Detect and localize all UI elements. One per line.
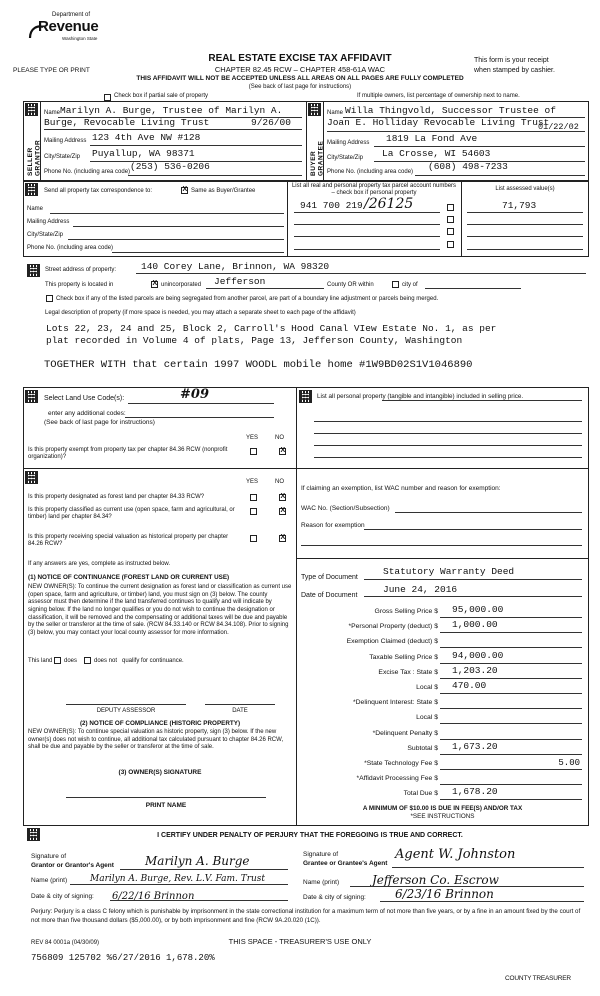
correspondence-name-label: Name (27, 206, 44, 212)
dept-line1: Department of (52, 12, 91, 18)
county-treasurer-label: COUNTY TREASURER (505, 975, 571, 982)
seller-name-line2[interactable]: Burge, Revocable Living Trust (44, 117, 210, 128)
sale-line-label: Local $ (416, 714, 438, 722)
sale-line-label: *Affidavit Processing Fee $ (356, 775, 438, 783)
segregated-checkbox[interactable] (46, 295, 53, 302)
street-label: Street address of property: (45, 267, 117, 273)
does-not-label: does not (94, 658, 118, 664)
exempt-question: Is this property exempt from property tax per chapter 84.36 RCW (nonprofit organization)? (28, 447, 228, 460)
multiple-owners-note: If multiple owners, list percentage of ownership next to name. (357, 93, 520, 99)
form-chapter: CHAPTER 82.45 RCW – CHAPTER 458-61A WAC (214, 65, 386, 74)
seller-city[interactable]: Puyallup, WA 98371 (92, 148, 195, 159)
seller-barcode-icon (25, 103, 38, 116)
seller-phone[interactable]: (253) 536-0206 (130, 161, 210, 172)
forest-no-checkbox[interactable] (279, 494, 286, 501)
partial-sale-label: Check box if partial sale of property (114, 93, 209, 99)
current-use-question: Is this property classified as current use (open space, farm and agricultural, or timber) land per chapter 84.34? (28, 507, 235, 520)
sale-line-value[interactable]: 95,000.00 (452, 604, 504, 615)
doc-type-label: Type of Document (301, 574, 358, 581)
certify-barcode-icon (27, 828, 40, 841)
grantee-date[interactable]: 6/23/16 Brinnon (395, 887, 494, 901)
seller-address-label: Mailing Address (44, 138, 87, 144)
seller-side-label: SELLER GRANTOR (27, 139, 42, 176)
within-city-checkbox[interactable] (392, 281, 399, 288)
sale-line-value[interactable]: 470.00 (452, 680, 487, 691)
grantee-name-label: Name (print) (303, 879, 340, 886)
not-accepted-notice: THIS AFFIDAVIT WILL NOT BE ACCEPTED UNLESS ALL AREAS ON ALL PAGES ARE FULLY COMPLETED (136, 75, 464, 82)
sale-line-label: Exemption Claimed (deduct) $ (346, 638, 438, 646)
forest-question: Is this property designated as forest land per chapter 84.33 RCW? (28, 494, 205, 500)
personal-property-label: List all personal property (tangible and intangible) included in selling price. (317, 393, 524, 400)
grantee-name[interactable]: Jefferson Co. Escrow (372, 873, 499, 887)
correspondence-address-label: Mailing Address (27, 219, 70, 225)
sale-line-label: *Delinquent Interest: State $ (352, 699, 438, 707)
same-as-buyer-label: Same as Buyer/Grantee (191, 188, 256, 194)
reason-label: Reason for exemption (301, 522, 365, 529)
grantee-date-label: Date & city of signing: (303, 894, 366, 901)
sale-line-value[interactable]: 1,203.20 (452, 664, 498, 676)
buyer-side-label: BUYER GRANTEE (310, 140, 325, 176)
buyer-phone[interactable]: (608) 498-7233 (428, 161, 508, 172)
sale-line-value[interactable]: 1,000.00 (452, 619, 498, 631)
rev-number: REV 84 0001a (04/30/09) (31, 940, 100, 946)
segregated-label: Check box if any of the listed parcels are being segregated from another parcel, are part of a boundary line adjustment or parcels being merged. (56, 296, 439, 302)
buyer-address[interactable]: 1819 La Fond Ave (386, 133, 478, 144)
grantor-name[interactable]: Marilyn A. Burge, Rev. L.V. Fam. Trust (90, 874, 266, 884)
located-label: This property is located in (45, 282, 114, 288)
personal-property-barcode-icon (299, 390, 312, 403)
sale-line-label: Subtotal $ (407, 744, 438, 752)
doc-date-label: Date of Document (301, 592, 358, 599)
grantee-sig-label-2: Grantee or Grantee's Agent (303, 860, 388, 867)
please-type: PLEASE TYPE OR PRINT (13, 67, 90, 74)
buyer-name-line1[interactable]: Willa Thingvold, Successor Trustee of (345, 105, 556, 116)
exempt-no-checkbox[interactable] (279, 448, 286, 455)
land-use-see-back: (See back of last page for instructions) (44, 419, 155, 426)
grantor-signature[interactable]: Marilyn A. Burge (145, 854, 250, 868)
compliance-title: (2) NOTICE OF COMPLIANCE (HISTORIC PROPERTY) (79, 720, 241, 727)
partial-sale-checkbox[interactable] (104, 94, 111, 101)
buyer-barcode-icon (308, 103, 321, 116)
city-of-label: city of (402, 282, 418, 288)
continuance-title: (1) NOTICE OF CONTINUANCE (FOREST LAND OR CURRENT USE) (28, 574, 230, 581)
yes-header-1: YES (246, 435, 259, 441)
historic-yes-checkbox[interactable] (250, 535, 257, 542)
wac-label: WAC No. (Section/Subsection) (301, 505, 390, 512)
sale-line-value[interactable]: 1,673.20 (452, 740, 498, 752)
no-header-2: NO (275, 479, 284, 485)
parcel-number[interactable]: 941 700 219 (300, 200, 363, 211)
grantor-sig-label-2: Grantor or Grantor's Agent (31, 862, 114, 869)
forest-barcode-icon (25, 471, 38, 484)
sale-line-value[interactable]: 94,000.00 (452, 649, 504, 661)
correspondence-city-label: City/State/Zip (27, 232, 64, 238)
correspondence-barcode-icon (25, 183, 38, 196)
receipt-note-1: This form is your receipt (474, 57, 549, 64)
buyer-address-label: Mailing Address (327, 140, 370, 146)
dept-logo-word: Revenue (38, 18, 99, 35)
parcel-2-personal-checkbox[interactable] (447, 216, 454, 223)
perjury-statement: Perjury: Perjury is a class C felony which is punishable by imprisonment in the state correctional institution for a maximum term of not more than five years, or by a fine in an amount fixed by the court of not more than five thousand dollars ($5,000.00), or by both imprisonment and fine (RCW 9A.20.020 (1C)). (31, 908, 581, 924)
sale-line-value[interactable]: 5.00 (558, 758, 580, 768)
sale-line-label: Local $ (416, 684, 438, 691)
same-as-buyer-checkbox[interactable] (181, 187, 188, 194)
seller-name-label: Name (44, 110, 61, 116)
correspondence-phone-label: Phone No. (including area code) (27, 245, 114, 251)
property-barcode-icon (27, 264, 40, 277)
grantor-date[interactable]: 6/22/16 Brinnon (112, 891, 195, 902)
certify-statement: I CERTIFY UNDER PENALTY OF PERJURY THAT THE FOREGOING IS TRUE AND CORRECT. (157, 832, 463, 839)
seller-name-line1[interactable]: Marilyn A. Burge, Trustee of Marilyn A. (60, 105, 283, 116)
yes-header-2: YES (246, 479, 259, 485)
print-name-label: PRINT NAME (145, 802, 187, 809)
seller-phone-label: Phone No. (including area code) (44, 169, 131, 175)
parcel-3-personal-checkbox[interactable] (447, 228, 454, 235)
buyer-city[interactable]: La Crosse, WI 54603 (382, 148, 491, 159)
land-use-barcode-icon (25, 390, 38, 403)
land-use-label: Select Land Use Code(s): (44, 395, 125, 402)
department-logo (28, 12, 98, 52)
additional-codes-label: enter any additional codes: (48, 410, 126, 417)
historic-question: Is this property receiving special valuation as historical property per chapter 84.26 RCW? (28, 534, 229, 547)
unincorporated-label: unincorporated (161, 282, 202, 288)
form-title: REAL ESTATE EXCISE TAX AFFIDAVIT (208, 53, 392, 64)
seller-name-date: 9/26/00 (251, 117, 291, 128)
parcel-handwritten: /26125 (364, 196, 414, 212)
treasurer-use-label: THIS SPACE - TREASURER'S USE ONLY (228, 937, 372, 946)
buyer-name-date: 01/22/02 (538, 122, 579, 132)
doc-type[interactable]: Statutory Warranty Deed (383, 566, 515, 577)
does-label: does (64, 658, 78, 664)
together-with[interactable]: TOGETHER WITH that certain 1997 WOODL mobile home #1W9BD02S1V1046890 (44, 359, 473, 371)
receipt-note-2: when stamped by cashier. (474, 67, 555, 74)
grantee-signature[interactable]: Agent W. Johnston (395, 847, 516, 862)
buyer-name-line2[interactable]: Joan E. Holliday Revocable Living Trust (327, 117, 550, 128)
qualify-label: qualify for continuance. (122, 658, 184, 664)
grantor-date-label: Date & city of signing: (31, 893, 94, 900)
sale-line-label: Total Due $ (403, 790, 438, 798)
sale-line-label: Gross Selling Price $ (374, 608, 438, 615)
parcel-1-personal-checkbox[interactable] (447, 204, 454, 211)
seller-address[interactable]: 123 4th Ave NW #128 (92, 132, 201, 143)
treasurer-receipt: 756809 125702 %6/27/2016 1,678.20% (31, 953, 215, 963)
buyer-name-label: Name (327, 110, 344, 116)
parcel-4-personal-checkbox[interactable] (447, 241, 454, 248)
county-label: County OR within (327, 282, 374, 288)
does-checkbox[interactable] (54, 657, 61, 664)
owner-signature-label: (3) OWNER(S) SIGNATURE (118, 769, 202, 776)
parcels-header: List all real and personal property tax parcel account numbers – check box if personal property (291, 183, 457, 197)
assessed-header: List assessed value(s) (495, 186, 555, 192)
doc-date[interactable]: June 24, 2016 (383, 584, 458, 595)
county-name[interactable]: Jefferson (214, 276, 266, 287)
land-use-code[interactable]: #09 (180, 387, 209, 402)
see-back-notice: (See back of last page for instructions) (248, 84, 352, 90)
seller-city-label: City/State/Zip (44, 154, 81, 160)
grantee-sig-label-1: Signature of (303, 851, 339, 858)
see-instructions: *SEE INSTRUCTIONS (410, 813, 475, 820)
unincorporated-checkbox[interactable] (151, 281, 158, 288)
dept-state: Washington State (62, 36, 98, 41)
does-not-checkbox[interactable] (84, 657, 91, 664)
compliance-text: NEW OWNER(S): To continue special valuation as historic property, sign (3) below. If the new owner(s) does not wish to continue, all additional tax calculated pursuant to chapter 84.26 RCW, shall be due and payable by the seller or transferor at the time of sale. (28, 729, 284, 751)
exemption-label: If claiming an exemption, list WAC number and reason for exemption: (301, 485, 501, 492)
street-address[interactable]: 140 Corey Lane, Brinnon, WA 98320 (141, 261, 330, 272)
legal-label: Legal description of property (if more space is needed, you may attach a separate sheet to each page of the affidavit) (45, 310, 356, 316)
sale-line-label: *State Technology Fee $ (364, 760, 438, 767)
no-header-1: NO (275, 435, 284, 441)
grantor-name-label: Name (print) (31, 877, 68, 884)
sale-line-label: *Delinquent Penalty $ (372, 729, 438, 737)
historic-no-checkbox[interactable] (279, 535, 286, 542)
deputy-assessor-label: DEPUTY ASSESSOR (96, 708, 156, 714)
correspondence-label: Send all property tax correspondence to: (44, 188, 153, 194)
deputy-date-label: DATE (232, 708, 248, 714)
legal-line2[interactable]: plat recorded in Volume 4 of plats, Page 13, Jefferson County, Washington (46, 335, 463, 346)
sale-line-label: *Personal Property (deduct) $ (348, 623, 438, 631)
current-use-no-checkbox[interactable] (279, 508, 286, 515)
assessed-value[interactable]: 71,793 (502, 200, 537, 211)
if-yes-note: If any answers are yes, complete as instructed below. (28, 561, 171, 567)
sale-line-label: Taxable Selling Price $ (369, 653, 438, 661)
exempt-yes-checkbox[interactable] (250, 448, 257, 455)
continuance-text: NEW OWNER(S): To continue the current designation as forest land or classification as current use (open space, farm and agriculture, or timber) land, you must sign on (3) below. The county assessor must then determine if the land transferred continues to qualify and will indicate by signing below. If the land no longer qualifies or you do not wish to continue the designation or classification, it will be removed and the compensating or additional taxes will be due and payable by the seller or transferor at the time of sale. (RCW 84.33.140 or RCW 84.34.108). Prior to signing (3) below, you may contact your local county assessor for more information. (28, 584, 292, 637)
this-land-label: This land (28, 658, 53, 664)
sale-line-label: Excise Tax : State $ (378, 668, 438, 676)
sale-line-value[interactable]: 1,678.20 (452, 786, 498, 798)
buyer-phone-label: Phone No. (including area code) (327, 169, 414, 175)
grantor-sig-label-1: Signature of (31, 853, 67, 860)
legal-line1[interactable]: Lots 22, 23, 24 and 25, Block 2, Carroll's Hood Canal VIew Estate No. 1, as per (46, 323, 497, 334)
forest-yes-checkbox[interactable] (250, 494, 257, 501)
minimum-note: A MINIMUM OF $10.00 IS DUE IN FEE(S) AND/OR TAX (362, 805, 523, 812)
current-use-yes-checkbox[interactable] (250, 508, 257, 515)
buyer-city-label: City/State/Zip (327, 155, 364, 161)
